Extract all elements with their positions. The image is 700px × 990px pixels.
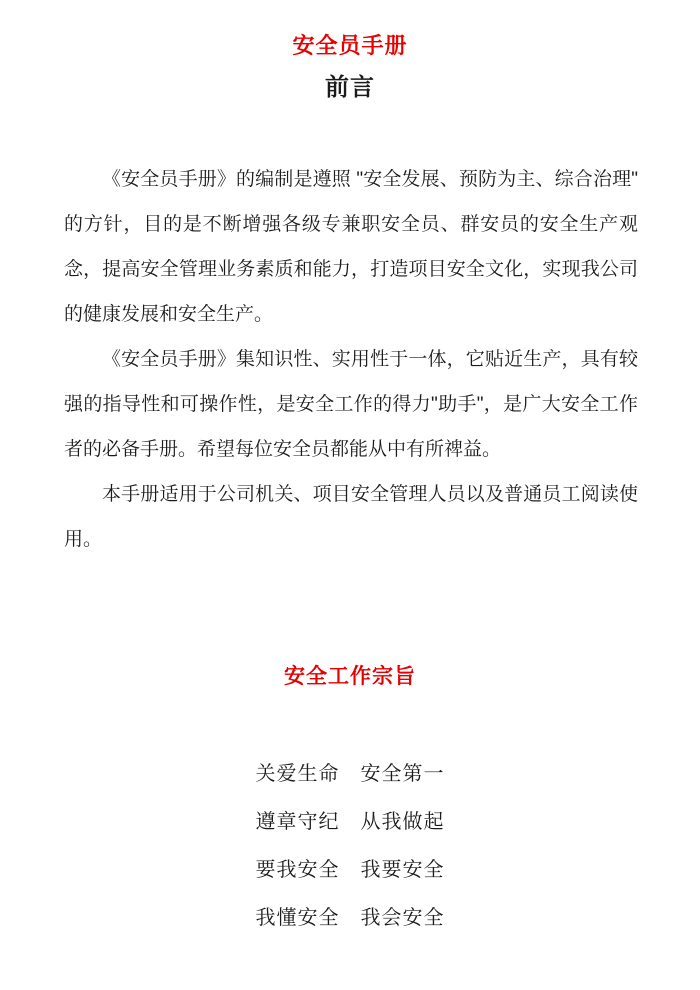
slogan-line-4: 我懂安全 我会安全	[255, 907, 445, 929]
document-title: 安全员手册	[292, 33, 408, 58]
slogan-section-heading: 安全工作宗旨	[284, 665, 416, 688]
slogan-line-1: 关爱生命 安全第一	[255, 763, 445, 785]
slogan-line-3: 要我安全 我要安全	[255, 859, 445, 881]
slogan-line-2: 遵章守纪 从我做起	[255, 811, 445, 833]
preface-heading: 前言	[325, 74, 375, 101]
preface-paragraph-2: 《安全员手册》集知识性、实用性于一体，它贴近生产，具有较强的指导性和可操作性，是安全工作的得力"助手"，是广大安全工作者的必备手册。希望每位安全员都能从中有所禆益。	[64, 349, 638, 460]
preface-paragraph-1: 《安全员手册》的编制是遵照 "安全发展、预防为主、综合治理" 的方针，目的是不断增强各级专兼职安全员、群安员的安全生产观念，提高安全管理业务素质和能力，打造项目安全文化，实现我公司的健康发展和安全生产。	[64, 169, 638, 325]
slogan-list	[0, 750, 700, 942]
preface-body	[64, 157, 638, 562]
preface-paragraph-3: 本手册适用于公司机关、项目安全管理人员以及普通员工阅读使用。	[64, 484, 638, 550]
